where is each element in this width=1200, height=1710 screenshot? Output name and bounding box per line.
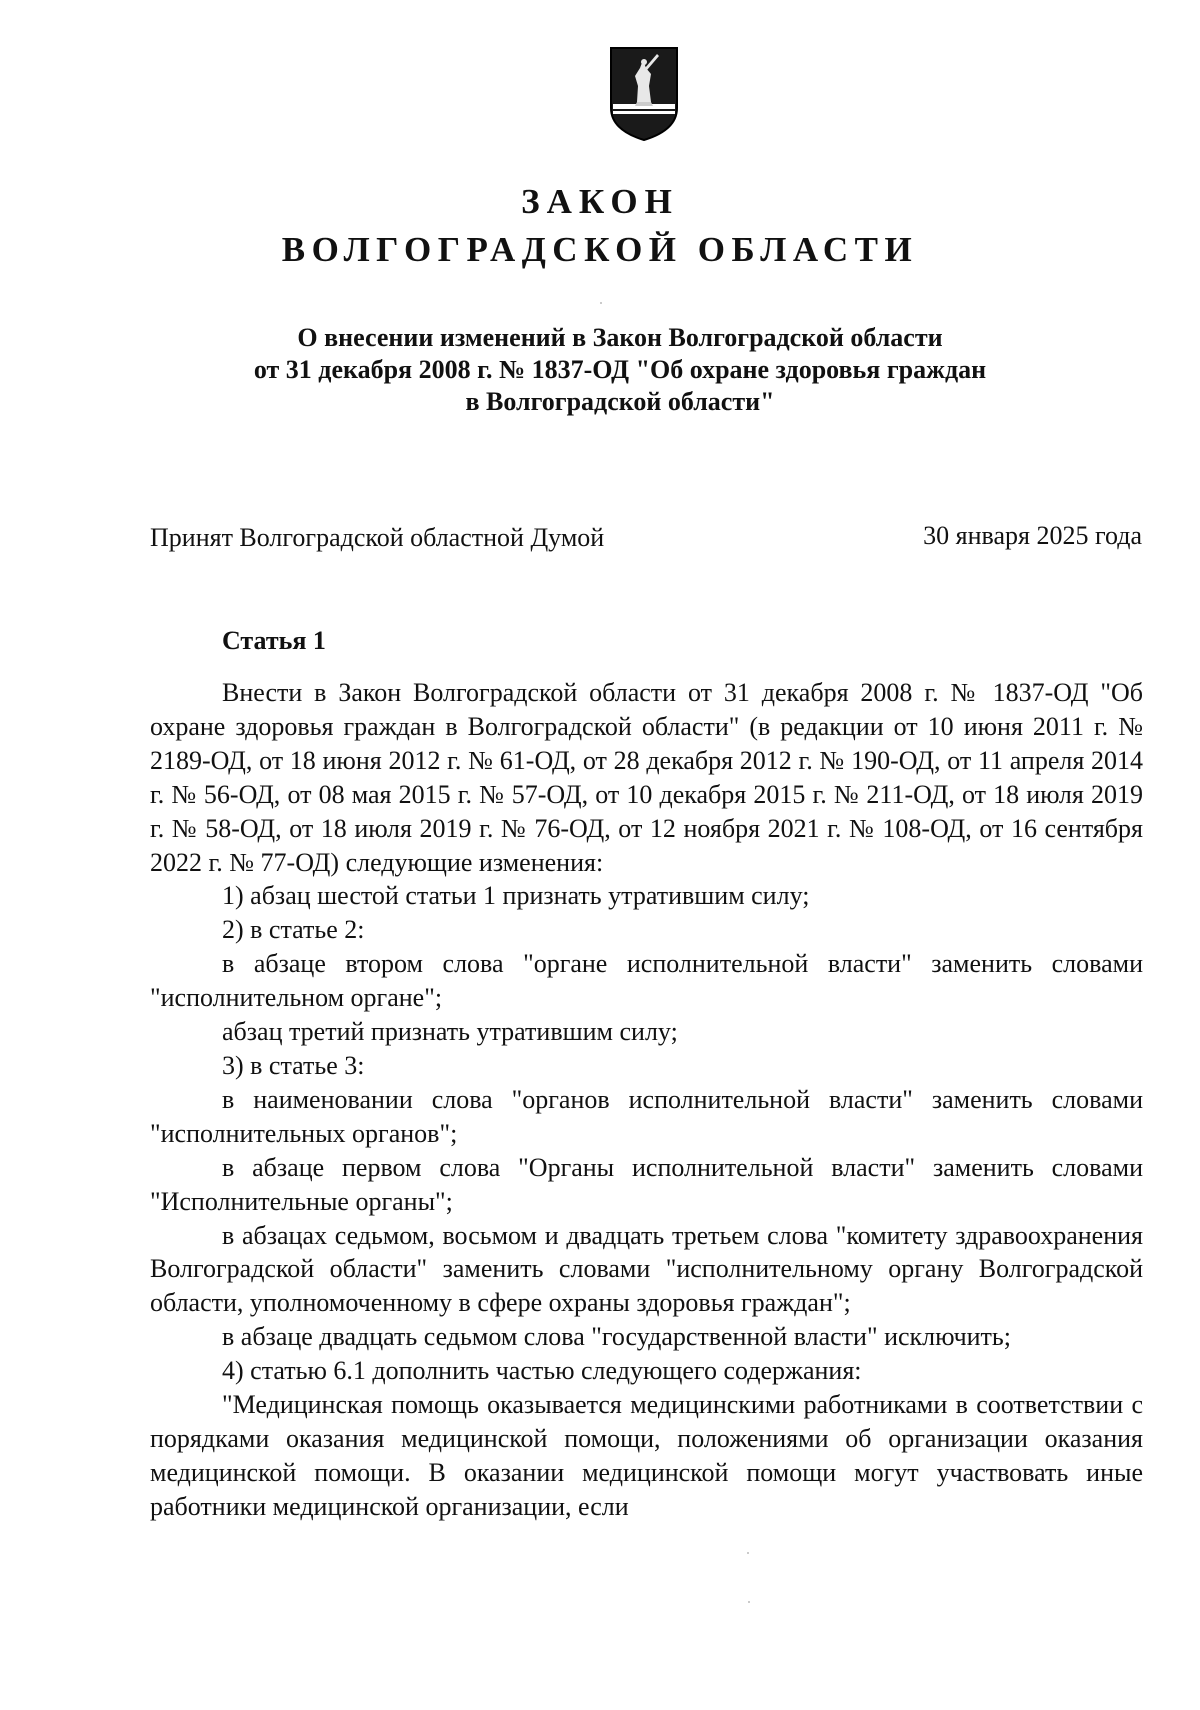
paragraph: в абзаце первом слова "Органы исполнительной власти" заменить словами "Исполнительные органы";	[150, 1152, 1143, 1216]
subtitle-line: от 31 декабря 2008 г. № 1837-ОД "Об охране здоровья граждан	[253, 355, 987, 384]
scan-speck	[600, 302, 602, 304]
paragraph: в абзацах седьмом, восьмом и двадцать третьем слова "комитету здравоохранения Волгоградской области" заменить словами "исполнительному органу Волгоградской области, уполномоченному в сфере охраны здоровья граждан";	[150, 1220, 1143, 1318]
paragraph: "Медицинская помощь оказывается медицинскими работниками в соответствии с порядками оказания медицинской помощи, положениями об организации оказания медицинской помощи. В оказании медицинской помощи могут участвовать иные работники медицинской организации, если	[150, 1390, 1143, 1521]
subtitle-line: О внесении изменений в Закон Волгоградской области	[297, 323, 943, 352]
paragraph: Внести в Закон Волгоградской области от 31 декабря 2008 г. № 1837-ОД "Об охране здоровья граждан в Волгоградской области" (в редакции от 10 июня 2011 г. № 2189-ОД, от 18 июня 2012 г. № 61-ОД, от 28 декабря 2012 г. № 190-ОД, от 11 апреля 2014 г. № 56-ОД, от 08 мая 2015 г. № 57-ОД, от 10 декабря 2015 г. № 211-ОД, от 18 июля 2019 г. № 58-ОД, от 18 июля 2019 г. № 76-ОД, от 12 ноября 2021 г. № 108-ОД, от 16 сентября 2022 г. № 77-ОД) следующие изменения:	[150, 678, 1143, 877]
article-body	[150, 676, 1143, 1524]
paragraph: абзац третий признать утратившим силу;	[222, 1017, 678, 1047]
law-subtitle	[190, 322, 1050, 418]
article-heading: Статья 1	[222, 626, 326, 655]
scan-speck	[748, 1601, 750, 1603]
paragraph: 2) в статье 2:	[222, 915, 365, 945]
adoption-text: Принят Волгоградской областной Думой	[150, 523, 605, 552]
paragraph: 3) в статье 3:	[222, 1050, 365, 1080]
scan-speck	[747, 1552, 749, 1554]
paragraph: в абзаце двадцать седьмом слова "государственной власти" исключить;	[222, 1322, 1012, 1352]
law-title: ЗАКОН	[521, 182, 679, 221]
paragraph: 1) абзац шестой статьи 1 признать утратившим силу;	[222, 881, 810, 911]
paragraph: в наименовании слова "органов исполнительной власти" заменить словами "исполнительных органов";	[150, 1084, 1143, 1148]
paragraph: 4) статью 6.1 дополнить частью следующего содержания:	[222, 1356, 862, 1386]
subtitle-line: в Волгоградской области"	[465, 387, 775, 416]
region-title: ВОЛГОГРАДСКОЙ ОБЛАСТИ	[281, 230, 919, 269]
adoption-date: 30 января 2025 года	[923, 521, 1142, 550]
paragraph: в абзаце втором слова "органе исполнительной власти" заменить словами "исполнительном органе";	[150, 949, 1143, 1013]
volgograd-coat-of-arms-icon	[607, 46, 681, 142]
